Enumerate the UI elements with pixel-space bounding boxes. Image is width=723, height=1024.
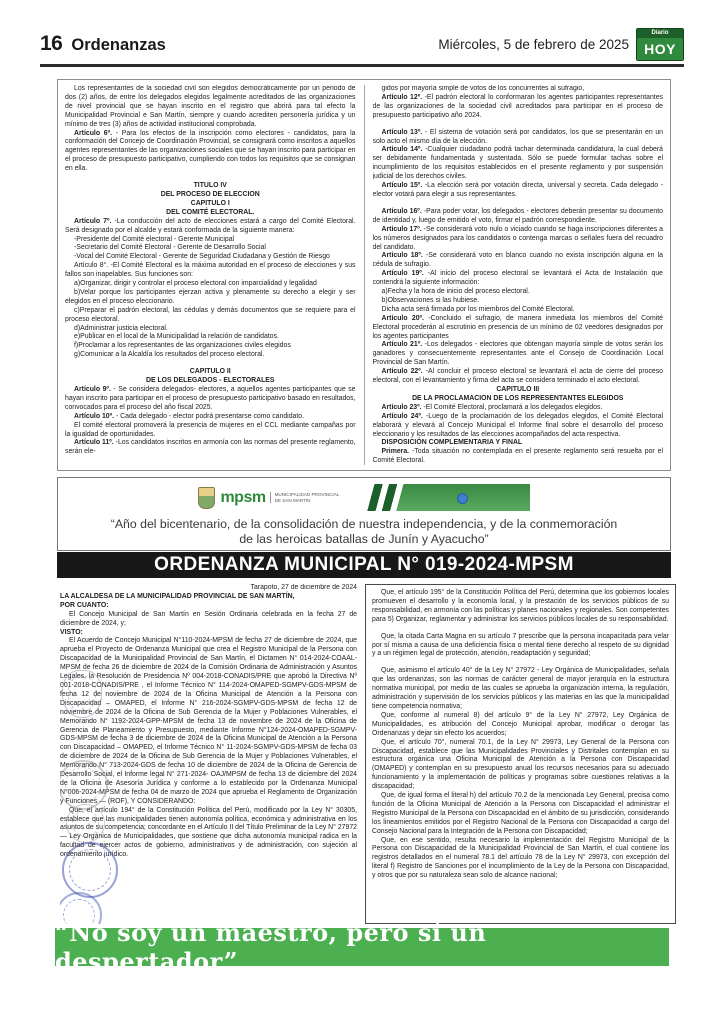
quote-line-1: “Año del bicentenario, de la consolidación de nuestra independencia, y de la conmemoración — [110, 517, 618, 531]
paragraph: Que, asimismo el artículo 40° de la Ley N° 27972 - Ley Orgánica de Municipalidades, señala que las ordenanzas, son las normas de carácter general de mayor jerarquía en la estructura normativa municipal, por medio de las cuales se aprueba la organización interna, la regulación, administración y supervisión de los servicios públicos y las materias en las que la municipalidad tiene competencia normativa; — [372, 667, 669, 710]
ordinance-left-text — [60, 593, 357, 860]
paragraph: Que, de igual forma el literal h) del artículo 70.2 de la mencionada Ley General, precisa como función de la Oficina Municipal de Atención a la Persona con Discapacidad el administrar el Registro Municipal de la Persona con Discapacidad en el ámbito de su jurisdicción, considerando los lineamientos emitidos por el Registro Nacional de la Persona con Discapacidad a cargo del Consejo Nacional para la Integración de la Persona con Discapacidad; — [372, 792, 669, 835]
paragraph: -Presidente del Comité electoral - Gerente Municipal — [74, 235, 235, 243]
paragraph: DE LOS DELEGADOS - ELECTORALES — [145, 377, 275, 385]
paragraph: -Vocal del Comité Electoral - Gerente de Seguridad Ciudadana y Gestión de Riesgo — [74, 253, 330, 261]
paragraph: DE LA PROCLAMACION DE LOS REPRESENTANTES ELEGIDOS — [412, 394, 624, 402]
page-header — [40, 26, 684, 62]
paragraph: DEL COMITÉ ELECTORAL. — [166, 208, 255, 216]
paragraph: Artículo 9º. - Se considera delegados- electores, a aquellos agentes participantes que se hayan inscrito para participar en el proceso de presupuesto participativo basado en resultados, convocados para el proceso del año fiscal 2025. — [65, 386, 356, 411]
header-left — [40, 32, 166, 56]
ordinance-right-column — [365, 584, 676, 924]
mpsm-logo-strip — [58, 478, 670, 514]
paragraph: TITULO IV — [193, 182, 227, 190]
paragraph: Artículo 14º. -Cualquier ciudadano podrá tachar determinada candidatura, la cual deberá ser debidamente fundamentada y sustentada. Sólo se puede formular tachas sobre el incumplimiento de los requisitos establecidos en el presente reglamento y por suspensión judicial de los derechos civiles. — [372, 146, 663, 181]
ordinance-left-column — [60, 584, 357, 924]
paragraph: Artículo 19º. -Al inicio del proceso electoral se levantará el Acta de Instalación que contendrá la siguiente información: — [372, 270, 663, 287]
logo-diario-text: Diario — [637, 29, 683, 38]
paragraph: Que, el artículo 70°, numeral 70.1, de la Ley N° 29973, Ley General de la Persona con Discapacidad, establece que las Municipalidades Provinciales y Distritales contemplan en su estructura orgánica una Oficina Municipal de Atención a la Persona con Discapacidad (OMAPED) y contemplan en su presupuesto anual los recursos necesarios para su adecuado funcionamiento y la implementación de políticas y programas sobre cuestiones relativas a la discapacidad; — [372, 738, 669, 791]
municipal-banner — [57, 477, 671, 551]
paragraph: DEL PROCESO DE ELECCION — [160, 190, 260, 198]
paragraph: VISTO: — [60, 628, 83, 636]
paragraph: b)Velar porque los participantes ejerzan activa y plenamente su derecho a elegir y ser elegidos en el proceso eleccionario. — [65, 288, 356, 305]
paragraph: Que, el artículo 195° de la Constitución Política del Perú, determina que los gobiernos locales promueven el desarrollo y la economía local, y la prestación de los servicios públicos de su responsabilidad, en armonía con las políticas y planes nacionales y regionales. Son competentes para 5) Organizar, reglamentar y administrar los servicios públicos locales de su responsabilidad. — [372, 589, 669, 623]
dateline: Tarapoto, 27 de diciembre de 2024 — [250, 584, 357, 591]
paragraph: Dicha acta será firmada por los miembros del Comité Electoral. — [381, 305, 575, 313]
paragraph: e)Publicar en el local de la Municipalidad la relación de candidatos. — [74, 333, 279, 341]
ordinance-title: ORDENANZA MUNICIPAL N° 019-2024-MPSM — [154, 554, 574, 575]
paragraph: Artículo 13º. - El sistema de votación será por candidatos, los que se presentarán en un solo acto el mismo día de la elección. — [372, 128, 663, 145]
bicentennial-quote — [58, 517, 670, 547]
paragraph: a)Fecha y la hora de inicio del proceso electoral. — [381, 288, 530, 296]
paragraph: CAPITULO I — [190, 199, 230, 207]
page-number: 16 — [40, 32, 63, 55]
paragraph: Artículo 8°. -El Comité Electoral es la máxima autoridad en el proceso de elecciones y sus fallos son inapelables. Sus funciones son: — [65, 262, 356, 279]
column-divider — [364, 85, 365, 465]
ordinance-title-bar — [57, 552, 671, 578]
paragraph: DISPOSICIÓN COMPLEMENTARIA Y FINAL — [381, 439, 523, 447]
paragraph: El Concejo Municipal de San Martín en Sesión Ordinaria celebrada en la fecha 27 de diciembre de 2024, y; — [60, 610, 357, 627]
paragraph: Primera. -Toda situación no contemplada en el presente reglamento será resuelta por el Comité Electoral. — [372, 448, 663, 465]
quote-line-2: de las heroicas batallas de Junín y Ayacucho” — [239, 532, 489, 546]
paragraph: b)Observaciones si las hubiese. — [381, 296, 480, 304]
paragraph: Que, conforme al numeral 8) del artículo 9° de la Ley N° 27972, Ley Orgánica de Municipalidades, es atribución del Concejo Municipal aprobar, modificar o derogar las Ordenanzas y dejar sin efecto los acuerdos; — [372, 711, 669, 737]
paragraph: -Secretario del Comité Electoral - Gerente de Desarrollo Social — [74, 244, 266, 252]
paragraph: Artículo 17º. -Se considerará voto nulo o viciado cuando se haga inscripciones diferentes a los números designados para los candidatos o contenga marcas o señales fuera del recuadro del candidato. — [372, 225, 663, 251]
paragraph: Los representantes de la sociedad civil son elegidos democráticamente por un periodo de dos (2) años, de entre los delegados elegidos legalmente acreditados de las organizaciones de nivel provincial que se hayan inscrito en el registro que abrirá para tal efecto la Municipalidad Provincial e San Martín, siempre y cuando acrediten personería jurídica y un mínimo de tres (3) años de actividad institucional comprobada. — [65, 85, 356, 128]
edition-date: Miércoles, 5 de febrero de 2025 — [438, 36, 629, 52]
paragraph: El Acuerdo de Concejo Municipal N°110-2024-MPSM de fecha 27 de diciembre de 2024, que aprueba el Proyecto de Ordenanza Municipal que crea el Registro Municipal de la Persona con Discapacidad de la Municipalidad Provincial de San Martín, el Dictamen N° 014-2024-COAAL-MPSM de fecha 26 de diciembre de 2024 de la Comisión Ordinaria de Administración y Asuntos Legales, la Resolución de Presidencia Nº 004-2018-CONADIS/PRE que aprobó la Directiva Nº 001-2018-CONADIS/PRE , el Informe Técnico N° 114-2024-OMAPED-SGMPV-GDS-MPSM de fecha 12 de noviembre de 2024 de la Oficina Municipal de Atención a la Persona con Discapacidad – OMAPED, el Informe N° 216-2024-SGMPV-GDS-MPSM de fecha 12 de noviembre de 2024 de la Oficina de Sub Gerencia de la Mujer y Poblaciones Vulnerables, el Memorando N° 1192-2024-GPP-MPSM de fecha 13 de noviembre de 2024 de la Oficina de Gerencia de Planeamiento y Presupuesto, mediante Informe N°124-2024-OMAPED-SGMPV-GDS-MPSM de fecha 3 de diciembre de 2024 de la Oficina Municipal de Atención a la Persona con Discapacidad – OMAPED, el Informe Técnico N° 11-2024-SGMPV-GDS-MPSM de fecha 03 de diciembre de 2024 de la Oficina de Sub Gerencia de la Mujer y Poblaciones Vulnerables, el Memorando N° 713-2024-GDS de fecha 10 de diciembre de 2024 de la Oficina de Gerencia de Desarrollo Social, el Informe legal N° 271-2024- OAJ/MPSM de fecha 13 de diciembre del 2024 de la Oficina de Asesoría Jurídica y conforme a lo establecido por la Ordenanza Municipal N°006-2024-MPSM de fecha 04 de marzo de 2024 que aprueba el Reglamento de Organización y Funciones — (ROF), Y CONSIDERANDO: — [60, 637, 357, 805]
paragraph: a)Organizar, dirigir y controlar el proceso electoral con imparcialidad y legalidad — [74, 280, 317, 288]
top-right-column — [373, 85, 664, 465]
paragraph: Artículo 10º. - Cada delegado - elector podrá presentarse como candidato. — [74, 412, 305, 420]
mpsm-logo-text: mpsm — [220, 488, 266, 506]
paragraph: CAPITULO II — [189, 368, 231, 376]
paragraph: Artículo 22º. -Al concluir el proceso electoral se levantará el acta de cierre del proceso electoral, con el levantamiento y firma del acta se considera terminado el acto electoral. — [372, 368, 663, 385]
paragraph: Artículo 23º. -El Comité Electoral, proclamará a los delegados elegidos. — [381, 403, 603, 411]
election-regulation-article — [57, 79, 671, 471]
paragraph: Que, el artículo 194° de la Constitución Política del Perú, modificado por la Ley N° 30305, establece que las municipalidades tienen autonomía política, económica y administrativa en los asuntos de su competencia; concordante en el Artículo II del Título Preliminar de la Ley N° 27972 — Ley Orgánica de Municipalidades, que sostiene que dicha autonomía municipal radica en la facultad de ejercer actos de gobierno, administrativos y de administración, con sujeción al ordenamiento jurídico. — [60, 806, 357, 859]
ordinance-body — [60, 584, 676, 924]
paragraph: Que, en ese sentido, resulta necesario la implementación del Registro Municipal de la Persona con Discapacidad de la Municipalidad Provincial de San Martín, el cual contiene los registros detallados en el numeral 78.1 del artículo 78 de la Ley N° 29973, con excepción del literal f) Registro de Sanciones por el incumplimiento de la Ley de la Persona con Discapacidad, y otros que por su naturaleza sean solo de alcance nacional; — [372, 836, 669, 880]
logo-hoy-text: HOY — [637, 38, 683, 60]
paragraph: Artículo 20º. -Concluido el sufragio, de manera inmediata los miembros del Comité Electoral procederán al escrutinio en presencia de un mínimo de 02 veedores designados por los agentes participantes — [372, 314, 663, 340]
mpsm-wordmark — [220, 489, 346, 507]
paragraph: Artículo 21º. -Los delegados - electores que obtengan mayoría simple de votos serán los ganadores y consecuentemente representantes ante el Consejo de Coordinación Local Provincial de San Martín. — [372, 341, 663, 367]
fountain-icon — [457, 493, 468, 504]
mpsm-crest-icon — [198, 487, 215, 509]
paragraph: POR CUANTO: — [60, 601, 109, 609]
paragraph: d)Administrar justicia electoral. — [74, 324, 168, 332]
paragraph: gidos por mayoría simple de votos de los concurrentes al sufragio, — [381, 85, 585, 92]
paragraph: Artículo 12º. -El padrón electoral lo conformaran los agentes participantes representantes de las organizaciones de la sociedad civil acreditados para participar en el proceso de presupuesto participativo año 2024. — [372, 93, 663, 119]
paragraph: Artículo 16º. -Para poder votar, los delegados - electores deberán presentar su documento de identidad y, luego de emitido el voto, firmar el padrón correspondiente. — [372, 207, 663, 224]
mpsm-logo-subtext: MUNICIPALIDAD PROVINCIAL DE SAN MARTÍN — [270, 492, 347, 503]
top-left-column — [65, 85, 356, 465]
paragraph: f)Proclamar a los representantes de las organizaciones civiles elegidos — [74, 342, 291, 350]
paragraph: Artículo 24º. -Luego de la proclamación de los delegados elegidos, el Comité Electoral elaborará y elevará al Concejo Municipal el Informe final sobre el desarrollo del proceso eleccionario y los resultados de las elecciones acompañados del acta respectiva. — [372, 412, 663, 438]
paragraph: Artículo 7º. -La conducción del acto de elecciones estará a cargo del Comité Electoral. Será designado por el alcalde y estará conformada de la siguiente manera: — [65, 217, 356, 234]
plaza-aerial-image — [360, 484, 530, 511]
footer-quote-text: “No soy un maestro, pero sí un despertador” — [55, 918, 487, 976]
paragraph: Artículo 6º. - Para los efectos de la inscripción como electores - candidatos, para la conformación del Concejo de Coordinación Provincial, se consignará como inscritos a aquellos agentes representantes de las organizaciones sociales que se hayan inscrito para participar en el proceso de presupuesto participativo, cumpliendo con todos los requisitos que se consignan en ella. — [65, 129, 356, 173]
paragraph: LA ALCALDESA DE LA MUNICIPALIDAD PROVINCIAL DE SAN MARTÍN, — [60, 592, 295, 600]
header-right — [438, 28, 684, 61]
footer-quote-banner — [55, 918, 669, 976]
paragraph: c)Preparar el padrón electoral, las cédulas y demás documentos que se requiere para el proceso electoral. — [65, 306, 356, 323]
paragraph: Artículo 11º. -Los candidatos inscritos en armonía con las normas del presente reglamento, serán ele- — [65, 439, 356, 456]
section-title: Ordenanzas — [71, 36, 166, 54]
paragraph: El comité electoral promoverá la presencia de mujeres en el CCL mediante campañas por la igualdad de oportunidades. — [65, 421, 356, 438]
paragraph: g)Comunicar a la Alcaldía los resultados del proceso electoral. — [74, 351, 265, 359]
paragraph: Que, la citada Carta Magna en su artículo 7 prescribe que la persona incapacitada para velar por sí misma a causa de una deficiencia física o mental tiene derecho al respeto de su dignidad y a un régimen legal de protección, atención, readaptación y seguridad; — [372, 632, 669, 658]
paragraph: CAPITULO III — [496, 386, 540, 393]
paragraph: Artículo 18º. -Se considerará voto en blanco cuando no exista inscripción alguna en la cédula de sufragio. — [372, 252, 663, 269]
paragraph: Artículo 15º. -La elección será por votación directa, universal y secreta. Cada delegado - elector votará para elegir a sus representantes. — [372, 182, 663, 198]
header-rule — [40, 64, 684, 67]
diario-hoy-logo — [636, 28, 684, 61]
